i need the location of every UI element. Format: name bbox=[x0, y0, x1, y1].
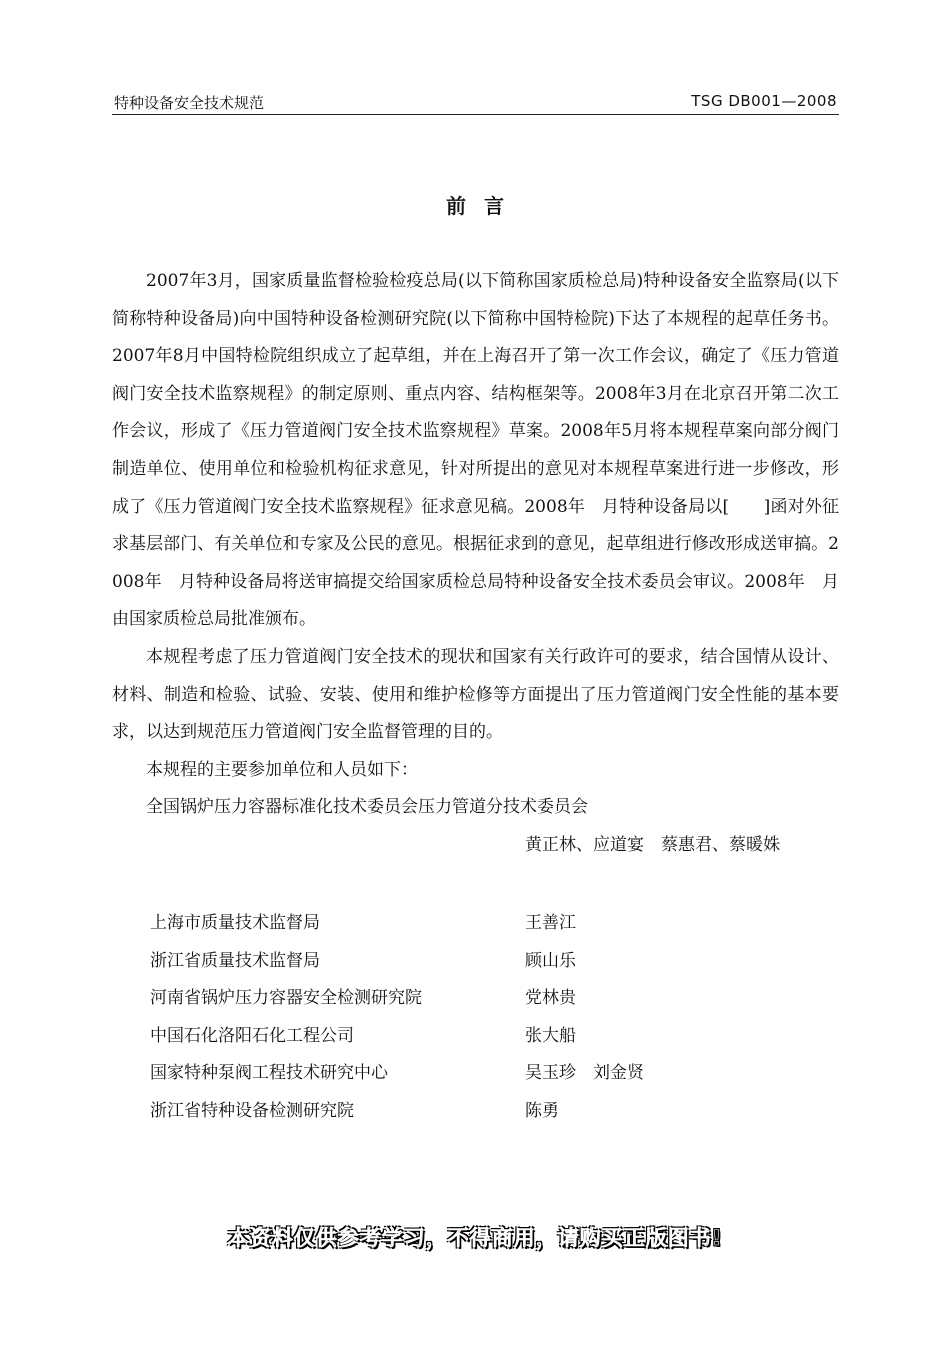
unit-name: 国家特种泵阀工程技术研究中心 bbox=[150, 1063, 388, 1084]
unit-people: 顾山乐 bbox=[525, 950, 576, 971]
watermark-text-end: ，请购买正版图书! bbox=[535, 1226, 723, 1250]
list-item bbox=[150, 1055, 839, 1093]
list-item bbox=[150, 905, 839, 943]
list-item bbox=[150, 980, 839, 1018]
committee-members: 黄正林、应道宴 蔡惠君、蔡暖姝 bbox=[525, 834, 780, 855]
watermark-text-start: 本资料仅供参考学习， bbox=[227, 1226, 448, 1250]
list-item bbox=[150, 943, 839, 981]
unit-people: 张大船 bbox=[525, 1025, 576, 1046]
paragraph-scope: 本规程考虑了压力管道阀门安全技术的现状和国家有关行政许可的要求，结合国情从设计、材料、制造和检验、试验、安装、使用和维护检修等方面提出了压力管道阀门安全性能的基本要求，以达到规范压力管道阀门安全监督管理的目的。 bbox=[112, 646, 839, 743]
watermark-notice bbox=[0, 1222, 950, 1252]
unit-name: 上海市质量技术监督局 bbox=[150, 913, 320, 933]
committee-name: 全国锅炉压力容器标准化技术委员会压力管道分技术委员会 bbox=[146, 797, 588, 818]
preface-body bbox=[112, 263, 839, 872]
list-item bbox=[150, 1018, 839, 1056]
page-header bbox=[112, 88, 839, 115]
unit-name: 中国石化洛阳石化工程公司 bbox=[150, 1025, 354, 1046]
unit-people: 吴玉珍 刘金贤 bbox=[525, 1063, 644, 1084]
participant-units-list bbox=[150, 905, 839, 1131]
unit-people: 党林贵 bbox=[525, 988, 576, 1009]
page-title: 前言 bbox=[446, 194, 522, 218]
list-item bbox=[150, 1093, 839, 1131]
paragraph-history: 2007年3月，国家质量监督检验检疫总局(以下简称国家质检总局)特种设备安全监察局(以下简称特种设备局)向中国特种设备检测研究院(以下简称中国特检院)下达了本规程的起草任务书。2007年8月中国特检院组织成立了起草组，并在上海召开了第一次工作会议，确定了《压力管道阀门安全技术监察规程》的制定原则、重点内容、结构框架等。2008年3月在北京召开第二次工作会议，形成了《压力管道阀门安全技术监察规程》草案。2008年5月将本规程草案向部分阀门制造单位、使用单位和检验机构征求意见，针对所提出的意见对本规程草案进行进一步修改，形成了《压力管道阀门安全技术监察规程》征求意见稿。2008年 月特种设备局以[ ]函对外征求基层部门、有关单位和专家及公民的意见。根据征求到的意见，起草组进行修改形成送审搞。2008年 月特种设备局将送审搞提交给国家质检总局特种设备安全技术委员会审议。2008年 月由国家质检总局批准颁布。 bbox=[112, 271, 839, 630]
header-spec-name: 特种设备安全技术规范 bbox=[114, 94, 265, 112]
participants-intro: 本规程的主要参加单位和人员如下： bbox=[146, 759, 418, 780]
unit-people: 陈勇 bbox=[525, 1100, 559, 1121]
header-spec-code: TSG DB001—2008 bbox=[691, 92, 837, 110]
watermark-text-warning: 不得商用 bbox=[447, 1226, 536, 1250]
unit-name: 浙江省质量技术监督局 bbox=[150, 950, 320, 971]
unit-people: 王善江 bbox=[525, 913, 576, 933]
unit-name: 浙江省特种设备检测研究院 bbox=[150, 1100, 354, 1121]
unit-name: 河南省锅炉压力容器安全检测研究院 bbox=[150, 988, 422, 1009]
